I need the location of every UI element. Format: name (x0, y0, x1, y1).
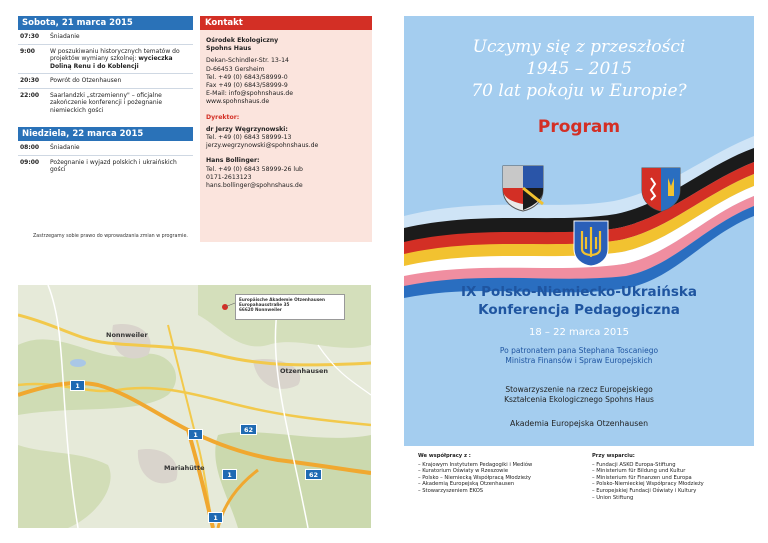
support-list (592, 453, 704, 501)
cooperation-item: – Kuratorium Oświaty w Rzeszowie (418, 468, 509, 475)
cooperation-heading: We współpracy z : (418, 453, 471, 459)
row-desc: Pożegnanie i wyjazd polskich i ukraińskich gości (50, 158, 177, 173)
address-line: Dekan-Schindler-Str. 13-14 (206, 57, 289, 65)
patronage-line: Po patronatem pana Stephana Toscaniego (499, 346, 659, 355)
support-item: – Ministerium für Bildung und Kultur (592, 468, 686, 475)
ukraine-trident-crest-icon (572, 219, 610, 267)
saarland-crest-icon (501, 164, 545, 212)
change-note: Zastrzegamy sobie prawo do wprowadzania zmian w programie. (33, 234, 188, 239)
title-line: 1945 – 2015 (526, 59, 632, 79)
row-time: 20:30 (20, 77, 40, 84)
conference-dates: 18 – 22 marca 2015 (529, 327, 629, 338)
row-desc: Śniadanie (50, 33, 80, 40)
org-line: Ośrodek Ekologiczny (206, 37, 279, 44)
day1-heading: Sobota, 21 marca 2015 (18, 16, 193, 30)
support-item: – Union Stiftung (592, 494, 634, 501)
map-graphic (18, 285, 371, 528)
callout-line: Europäische Akademie Otzenhausen (239, 297, 326, 302)
fax-line: Fax +49 (0) 6843/58999-9 (206, 82, 288, 90)
association (404, 385, 754, 405)
address-callout (235, 294, 345, 320)
route-shield: 1 (208, 512, 223, 523)
route-shield: 1 (222, 469, 237, 480)
schedule-row (18, 45, 193, 75)
callout-line: Europahausstraße 35 (239, 302, 290, 307)
director-phone: Tel. +49 (0) 6843 58999-13 (206, 134, 292, 142)
support-item: – Fundacji ASKO Europa-Stiftung (592, 461, 676, 468)
row-desc-text: W poszukiwaniu historycznych tematów do projektów wymiany szkolnej: (50, 47, 180, 62)
podkarpackie-crest-icon (640, 166, 682, 212)
org-line: Spohns Haus (206, 45, 252, 53)
schedule (18, 16, 193, 177)
support-item: – Polsko-Niemieckiej Współpracy Młodzieży (592, 481, 704, 488)
support-item: – Ministerium für Finanzen und Europa (592, 474, 692, 481)
academy-name: Akademia Europejska Otzenhausen (509, 419, 649, 428)
association-line: Kształcenia Ekologicznego Spohns Haus (504, 395, 654, 404)
cooperation-item: – Akademią Europejską Otzenhausen (418, 481, 515, 488)
route-shield: 62 (305, 469, 322, 480)
place-otzenhausen: Otzenhausen (280, 367, 328, 375)
row-time: 22:00 (20, 91, 40, 99)
callout-line: 66620 Nonnweiler (239, 307, 282, 312)
row-time: 08:00 (20, 144, 40, 151)
person2-name: Hans Bollinger: (206, 157, 260, 165)
place-mariahutte: Mariahütte (164, 464, 205, 472)
person2-phone: Tel. +49 (0) 6843 58999-26 lub (206, 165, 303, 173)
schedule-row (18, 30, 193, 45)
support-item: – Europejskiej Fundacji Oświaty i Kultury (592, 487, 697, 494)
org-name (206, 37, 366, 53)
director-email[interactable]: jerzy.wegrzynowski@spohnshaus.de (206, 142, 319, 150)
row-time: 09:00 (20, 158, 40, 166)
row-desc: Powrót do Otzenhausen (50, 77, 122, 84)
director-label: Dyrektor: (206, 113, 240, 121)
row-time: 07:30 (20, 33, 40, 40)
schedule-row (18, 74, 193, 89)
cooperation-list (418, 453, 532, 495)
row-desc-bold: wycieczka Doliną Renu i do Koblencji (50, 55, 173, 70)
cooperation-item: – Polsko – Niemiecką Współpracą Młodzieży (418, 474, 531, 481)
cover-page (404, 16, 754, 528)
route-shield: 1 (70, 380, 85, 391)
cooperation-item: – Krajowym Instytutem Pedagogiki i Mediów (418, 461, 533, 468)
contact-panel (200, 16, 372, 242)
conference-title: IX Polsko-Niemiecko-Ukraińska (461, 284, 697, 300)
title-line: 70 lat pokoju w Europie? (471, 81, 687, 101)
conference-title: Konferencja Pedagogiczna (478, 302, 680, 318)
support-heading: Przy wsparciu: (592, 453, 635, 459)
director-name: dr Jerzy Węgrzynowski: (206, 125, 288, 133)
location-map[interactable] (18, 285, 371, 528)
partners-footer (404, 446, 754, 528)
route-shield: 62 (240, 424, 257, 435)
schedule-row (18, 141, 193, 156)
website-link[interactable]: www.spohnshaus.de (206, 98, 270, 106)
person2-email[interactable]: hans.bollinger@spohnshaus.de (206, 182, 303, 190)
cooperation-item: – Stowarzyszeniem EKOS (418, 487, 484, 494)
row-desc: Śniadanie (50, 144, 80, 151)
patronage-line: Ministra Finansów i Spraw Europejskich (505, 356, 653, 365)
contact-heading: Kontakt (200, 16, 372, 30)
person2-mobile: 0171-2613123 (206, 173, 252, 181)
day2-heading: Niedziela, 22 marca 2015 (18, 127, 193, 141)
patronage (404, 346, 754, 366)
schedule-row (18, 156, 193, 177)
email-line[interactable]: E-Mail: info@spohnshaus.de (206, 90, 294, 98)
schedule-row (18, 89, 193, 118)
place-nonnweiler: Nonnweiler (106, 331, 148, 339)
association-line: Stowarzyszenie na rzecz Europejskiego (505, 385, 653, 394)
row-desc (50, 48, 191, 71)
address-line: D-66453 Gersheim (206, 65, 265, 73)
route-shield: 1 (188, 429, 203, 440)
title-line: Uczymy się z przeszłości (472, 37, 686, 57)
program-heading: Program (537, 117, 621, 137)
row-desc: Saarlandzki „strzemienny" – oficjalne zakończenie konferencji i pożegnanie niemieckich gości (50, 91, 163, 114)
phone-line: Tel. +49 (0) 6843/58999-0 (206, 73, 288, 81)
row-time: 9:00 (20, 47, 35, 55)
